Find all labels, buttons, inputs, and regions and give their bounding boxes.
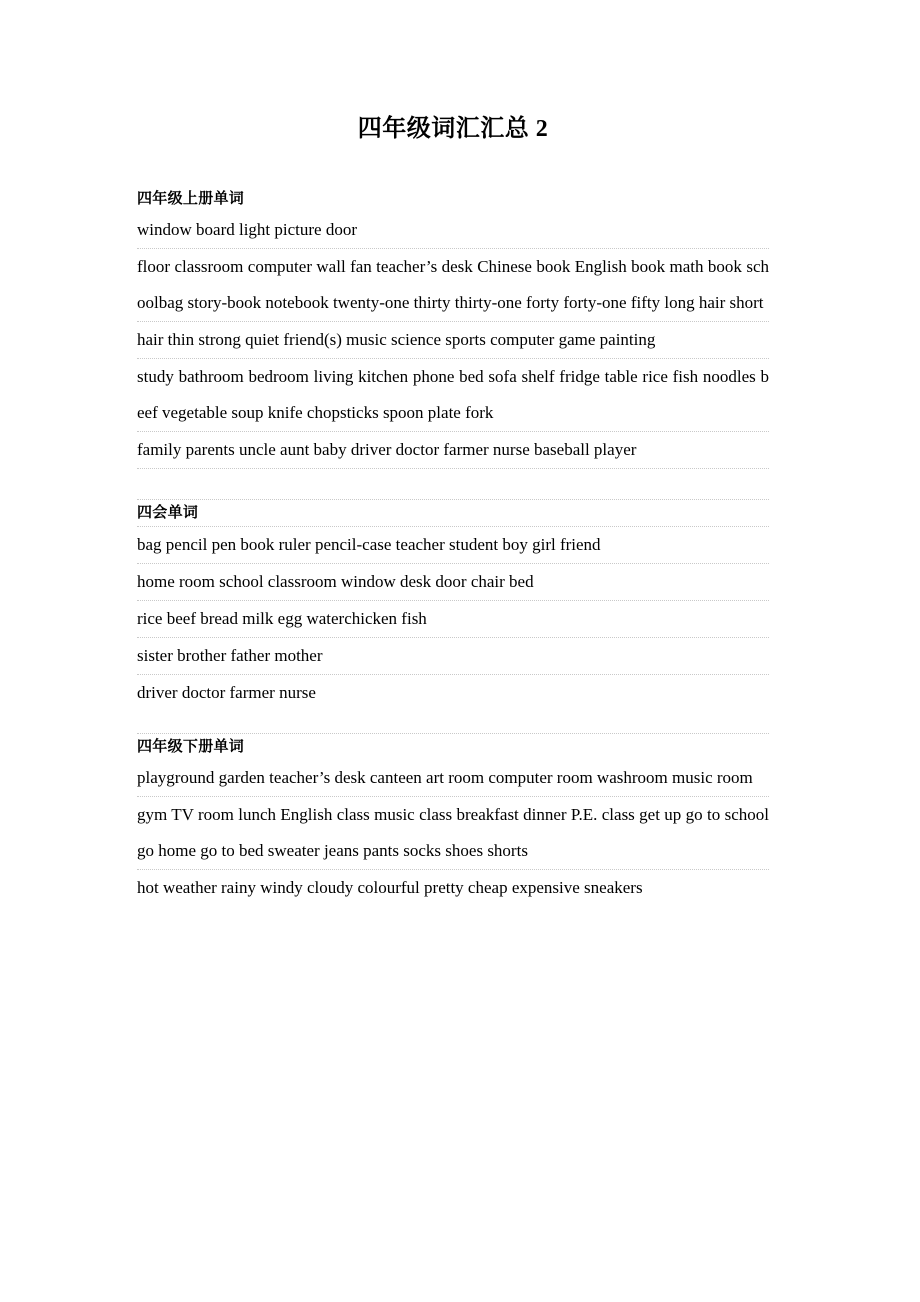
word-list-block: window board light picture door — [137, 220, 358, 239]
section-heading: 四年级上册单词 — [137, 190, 245, 207]
word-list-block: driver doctor farmer nurse — [137, 683, 316, 702]
section-spacer — [137, 469, 769, 499]
page-title: 四年级词汇汇总 2 — [357, 116, 549, 142]
section-upper-volume — [137, 146, 769, 469]
section-lower-volume — [137, 734, 769, 906]
word-list-block: hot weather rainy windy cloudy colourful pretty cheap expensive sneakers — [137, 878, 643, 897]
word-list-block: rice beef bread milk egg waterchicken fish — [137, 609, 427, 628]
word-list-block: home room school classroom window desk door chair bed — [137, 572, 534, 591]
section-heading: 四会单词 — [137, 504, 199, 521]
section-spacer — [137, 711, 769, 733]
word-list-block: hair thin strong quiet friend(s) music science sports computer game painting — [137, 330, 656, 349]
word-list-block: study bathroom bedroom living kitchen phone bed sofa shelf fridge table rice fish noodles beef vegetable soup knife chopsticks spoon plate fork — [137, 367, 769, 422]
word-list-block: gym TV room lunch English class music class breakfast dinner P.E. class get up go to school go home go to bed sweater jeans pants socks shoes shorts — [137, 805, 769, 860]
word-list-block: sister brother father mother — [137, 646, 323, 665]
document-body — [137, 0, 769, 906]
section-heading: 四年级下册单词 — [137, 738, 245, 755]
word-list-block: bag pencil pen book ruler pencil-case teacher student boy girl friend — [137, 535, 601, 554]
word-list-block: playground garden teacher’s desk canteen art room computer room washroom music room — [137, 768, 753, 787]
word-list-block: family parents uncle aunt baby driver doctor farmer nurse baseball player — [137, 440, 637, 459]
word-list-block: floor classroom computer wall fan teacher’s desk Chinese book English book math book schoolbag story-book notebook twenty-one thirty thirty-one forty forty-one fifty long hair short — [137, 257, 769, 312]
section-four-skills — [137, 500, 769, 711]
